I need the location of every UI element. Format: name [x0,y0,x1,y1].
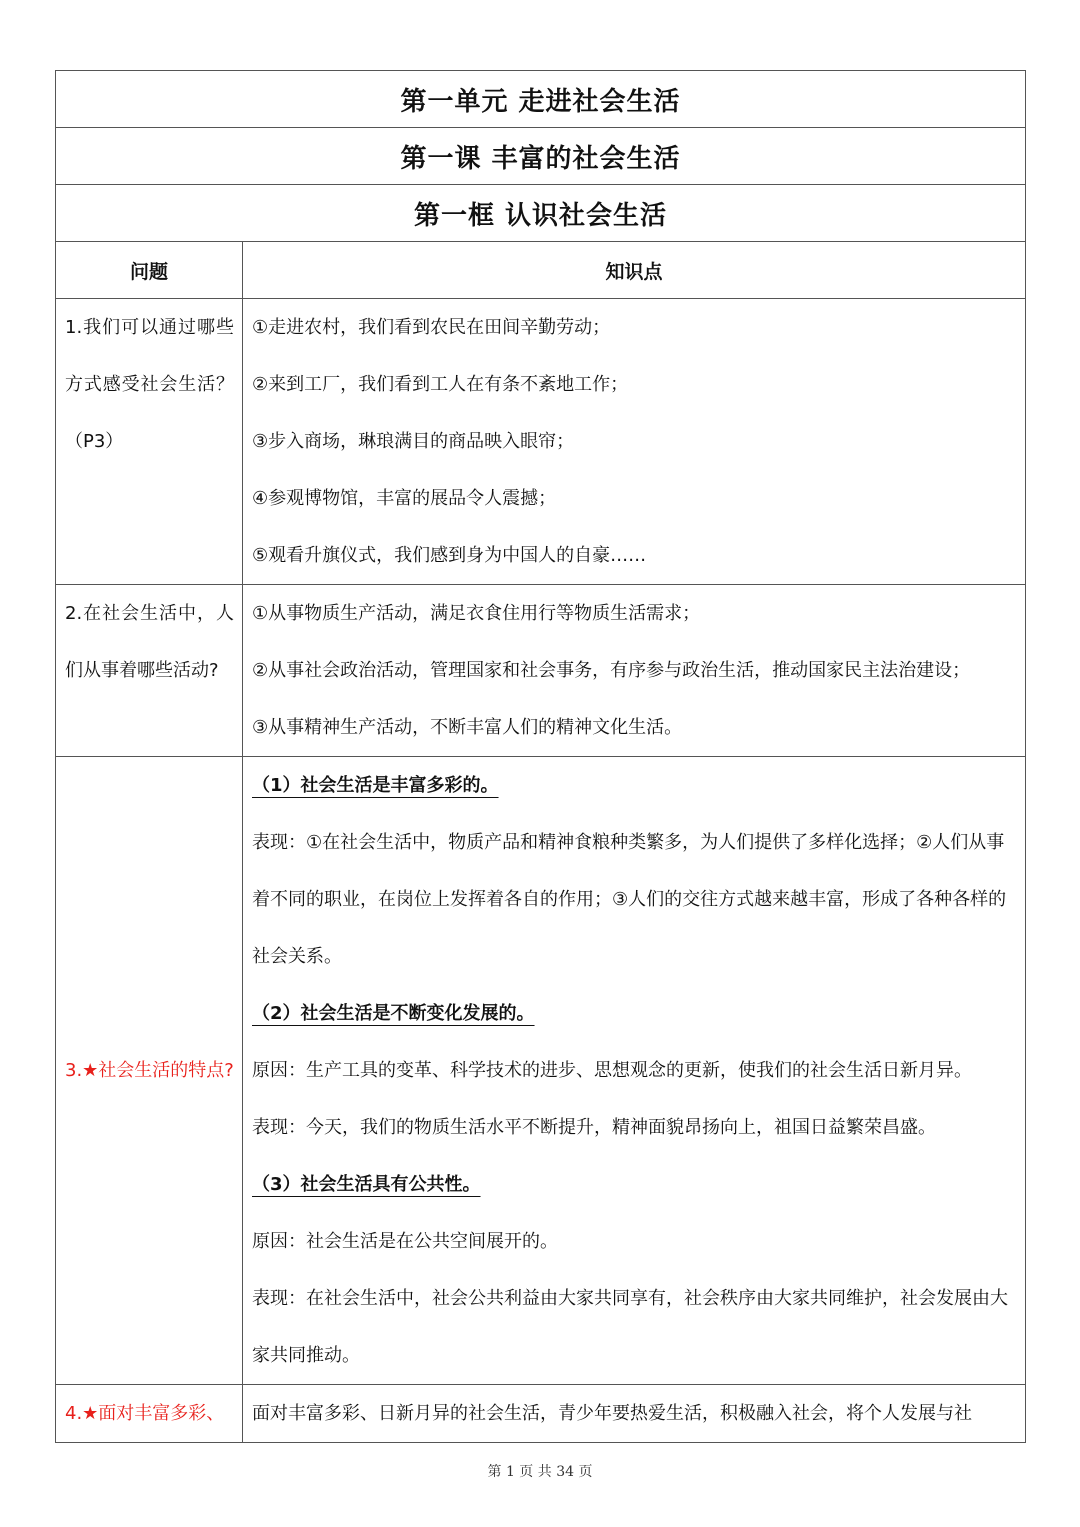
question-cell: 2.在社会生活中，人们从事着哪些活动? [56,585,243,757]
knowledge-line: ⑤观看升旗仪式，我们感到身为中国人的自豪…… [252,545,647,566]
knowledge-paragraph: 原因：社会生活是在公共空间展开的。 [252,1231,558,1252]
lesson-title: 第一课 丰富的社会生活 [56,128,1026,185]
knowledge-cell [243,1385,1026,1443]
section-heading: （3）社会生活具有公共性。 [252,1174,481,1195]
knowledge-line: ④参观博物馆，丰富的展品令人震撼； [252,488,557,509]
page-footer: 第 1 页 共 34 页 [487,1464,593,1480]
section-heading: （1）社会生活是丰富多彩的。 [252,775,499,796]
question-cell-key: 3.★社会生活的特点? [56,757,243,1385]
knowledge-line: ①从事物质生产活动，满足衣食住用行等物质生活需求； [252,603,701,624]
knowledge-table [55,70,1026,1443]
knowledge-line: ①走进农村，我们看到农民在田间辛勤劳动； [252,317,611,338]
unit-title: 第一单元 走进社会生活 [56,71,1026,128]
knowledge-paragraph: 原因：生产工具的变革、科学技术的进步、思想观念的更新，使我们的社会生活日新月异。 [252,1060,972,1081]
knowledge-line: ②来到工厂，我们看到工人在有条不紊地工作； [252,374,629,395]
table-row [56,299,1026,585]
question-column-header: 问题 [56,242,243,299]
table-row [56,585,1026,757]
table-row [56,757,1026,1385]
knowledge-paragraph: 表现：在社会生活中，社会公共利益由大家共同享有，社会秩序由大家共同维护，社会发展由大家共同推动。 [252,1288,1008,1366]
knowledge-cell [243,585,1026,757]
knowledge-line: ③从事精神生产活动，不断丰富人们的精神文化生活。 [252,717,683,738]
question-cell: 1.我们可以通过哪些方式感受社会生活？（P3） [56,299,243,585]
knowledge-line: ③步入商场，琳琅满目的商品映入眼帘； [252,431,575,452]
knowledge-cell [243,757,1026,1385]
frame-title: 第一框 认识社会生活 [56,185,1026,242]
question-cell-key: 4.★面对丰富多彩、 [56,1385,243,1443]
knowledge-column-header: 知识点 [243,242,1026,299]
table-row [56,1385,1026,1443]
knowledge-line: ②从事社会政治活动，管理国家和社会事务，有序参与政治生活，推动国家民主法治建设； [252,660,971,681]
knowledge-paragraph: 表现：今天，我们的物质生活水平不断提升，精神面貌昂扬向上，祖国日益繁荣昌盛。 [252,1117,936,1138]
knowledge-line: 面对丰富多彩、日新月异的社会生活，青少年要热爱生活，积极融入社会，将个人发展与社 [252,1403,972,1424]
knowledge-paragraph: 表现：①在社会生活中，物质产品和精神食粮种类繁多，为人们提供了多样化选择；②人们从事着不同的职业，在岗位上发挥着各自的作用；③人们的交往方式越来越丰富，形成了各种各样的社会关系。 [252,832,1007,967]
section-heading: （2）社会生活是不断变化发展的。 [252,1003,535,1024]
knowledge-cell [243,299,1026,585]
